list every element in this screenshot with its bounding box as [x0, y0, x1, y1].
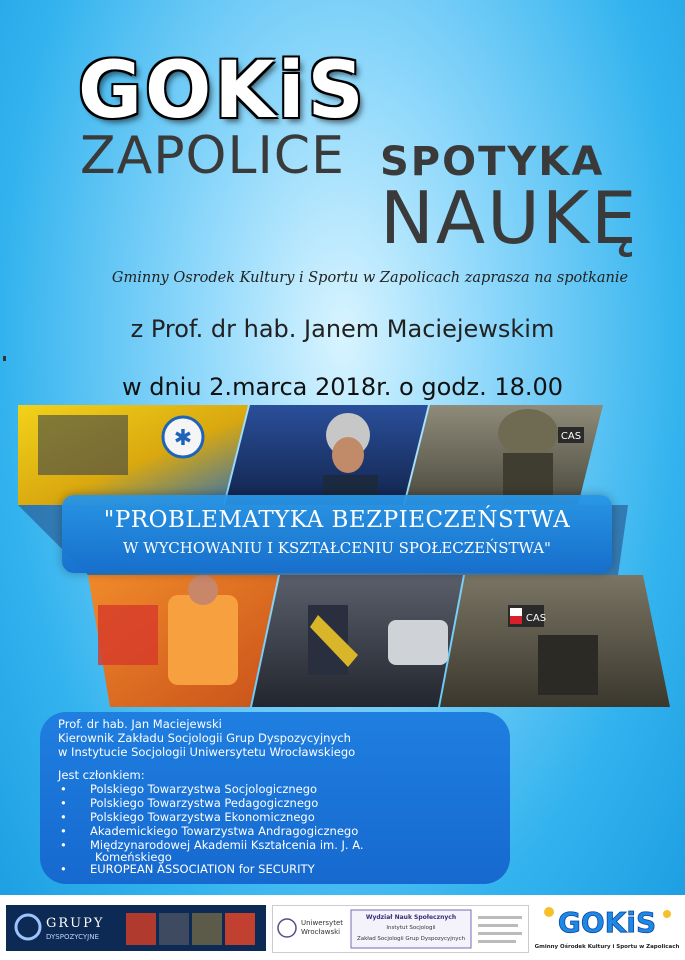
- brand-zapolice-title: ZAPOLICE: [80, 126, 345, 186]
- cas-badge-top: CAS: [560, 431, 582, 442]
- svg-text:✱: ✱: [173, 426, 193, 451]
- bio-role: Kierownik Zakładu Socjologii Grup Dyspozycyjnych: [58, 731, 351, 745]
- grupy-emblem-icon: [16, 915, 40, 939]
- grupy-sub: DYSPOZYCYJNE: [46, 933, 99, 941]
- membership-item: • Akademickiego Towarzystwa Andragogicznego: [60, 824, 359, 838]
- ambulance-photo: [18, 405, 248, 505]
- soldier-photo: [405, 405, 603, 505]
- firefighter-photo: [225, 405, 428, 505]
- star-icon: [663, 910, 671, 918]
- gokis-logo-text: GOKiS: [557, 906, 657, 939]
- uni-name-1: Uniwersytet: [301, 919, 343, 927]
- uni-name-2: Wrocławski: [301, 928, 341, 936]
- bio-institute: w Instytucie Socjologii Uniwersytetu Wrocławskiego: [58, 745, 356, 759]
- university-seal-icon: [278, 919, 296, 937]
- headline-nauke: NAUKĘ: [380, 176, 639, 260]
- grupy-label: GRUPY: [46, 916, 105, 931]
- topic-banner: [62, 495, 612, 573]
- star-icon: [544, 907, 554, 917]
- soldier-gear-photo: [440, 575, 670, 707]
- gokis-caption: Gminny Ośrodek Kultury i Sportu w Zapolicach: [535, 944, 680, 950]
- membership-item: • Polskiego Towarzystwa Ekonomicznego: [60, 810, 315, 824]
- membership-item: • Polskiego Towarzystwa Socjologicznego: [60, 782, 318, 796]
- speaker-bio-panel: [40, 712, 510, 884]
- grupy-dyspozycyjne-logo: [6, 905, 266, 951]
- bio-member-intro: Jest członkiem:: [58, 768, 145, 782]
- topic-line-1: "PROBLEMATYKA BEZPIECZEŃSTWA: [103, 507, 571, 533]
- membership-item: • Polskiego Towarzystwa Pedagogicznego: [60, 796, 319, 810]
- thumb-photo-2: [159, 913, 189, 945]
- membership-continuation: Komeńskiego: [95, 850, 172, 864]
- cas-badge-bottom: CAS: [525, 613, 547, 624]
- faculty-name: Wydział Nauk Społecznych: [365, 914, 457, 921]
- thumb-photo-1: [126, 913, 156, 945]
- bio-name: Prof. dr hab. Jan Maciejewski: [58, 717, 222, 731]
- edge-mark: [3, 356, 6, 361]
- membership-item: • EUROPEAN ASSOCIATION for SECURITY: [60, 862, 315, 876]
- invitation-text: Gminny Osrodek Kultury i Sportu w Zapolicach zaprasza na spotkanie: [111, 270, 629, 286]
- thumb-photo-4: [225, 913, 255, 945]
- gokis-footer-logo: [535, 898, 680, 956]
- membership-item: • Międzynarodowej Akademii Kształcenia im. J. A.: [60, 838, 364, 852]
- thumb-photo-3: [192, 913, 222, 945]
- institute-name: Instytut Socjologii: [386, 925, 436, 931]
- university-logo-block: [272, 905, 529, 953]
- brand-gokis-title: GOKiS: [78, 46, 367, 136]
- rescue-tools-photo: [252, 575, 463, 707]
- speaker-line: z Prof. dr hab. Janem Maciejewskim: [130, 315, 555, 343]
- topic-line-2: W WYCHOWANIU I KSZTAŁCENIU SPOŁECZEŃSTWA": [123, 539, 551, 557]
- headline-spotyka: SPOTYKA: [380, 139, 605, 185]
- event-datetime: w dniu 2.marca 2018r. o godz. 18.00: [121, 373, 564, 401]
- paramedics-photo: [88, 575, 278, 707]
- department-name: Zakład Socjologii Grup Dyspozycyjnych: [356, 936, 466, 942]
